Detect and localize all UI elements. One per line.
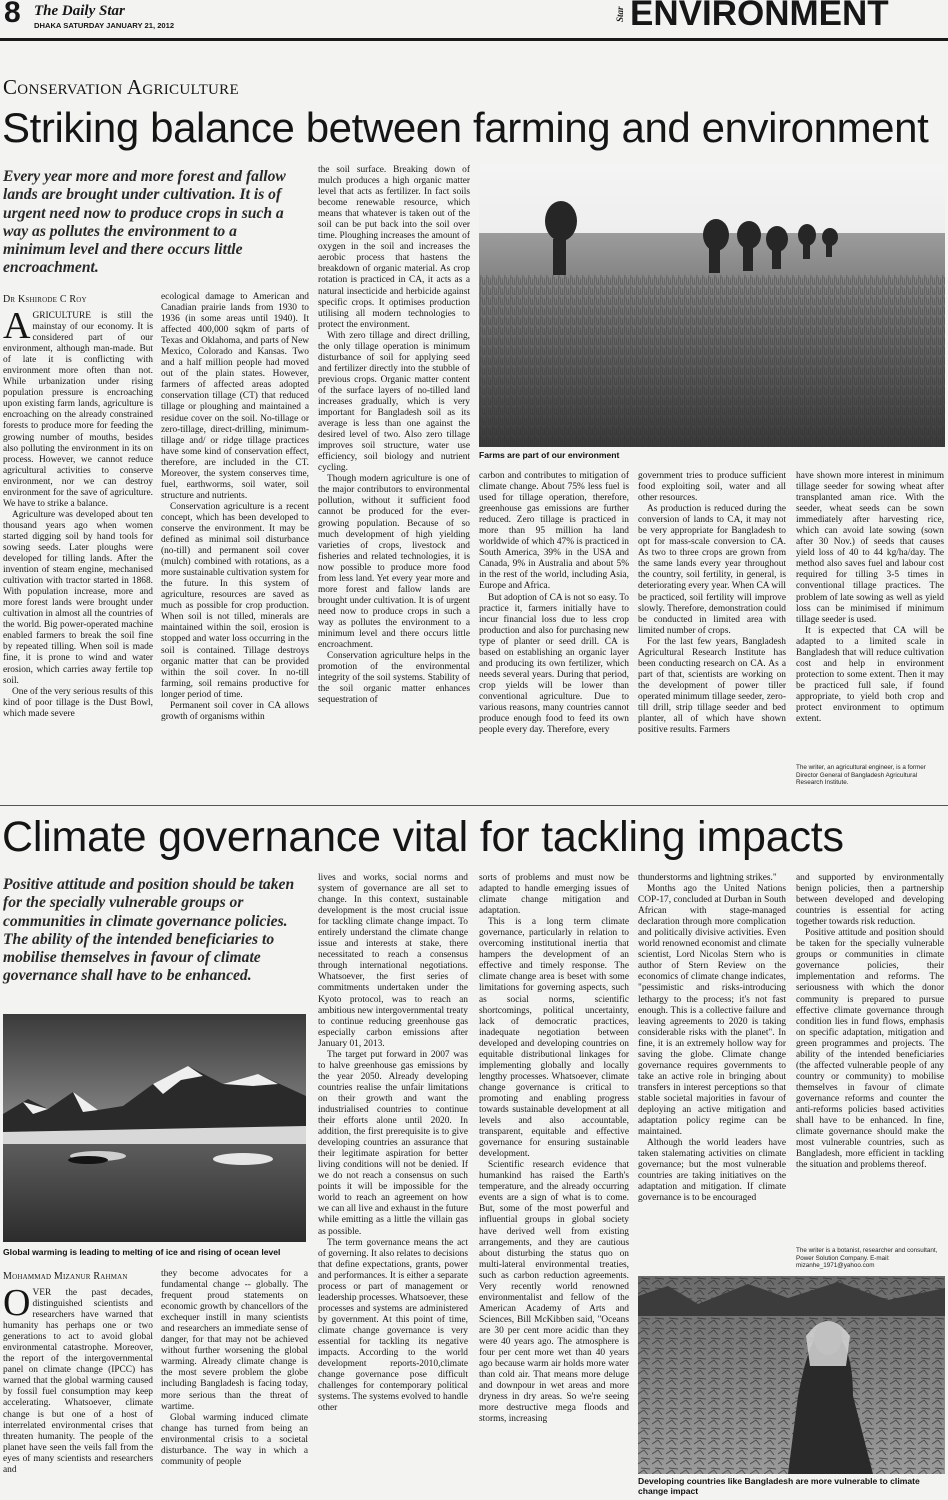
paragraph: Conservation agriculture is a recent concept, which has been developed to conserve the environment. It may be defined as minimal soil disturbance (no-till) and permanent soil cover (mulch) combined with rotations, as a more sustainable cultivation system for the future. In this system of agriculture, resources are saved as much as possible for crop production. When soil is not tilled, minerals are maintained within the soil, erosion is stopped and water loss occurring in the soil is contained. Tillage destroys organic matter that can be provided within the soil cover. In no-till farming, soil remains productive for longer period of time.: [161, 501, 309, 700]
dateline: DHAKA SATURDAY JANUARY 21, 2012: [34, 21, 175, 30]
farm-photo-caption: Farms are part of our environment: [479, 450, 620, 460]
paragraph: For the last few years, Bangladesh Agricultural Research Institute has been conducting research on CA. As a part of that, scientists are working on the development of power tiller operated minimum tillage seeder, zero-till drill, strip tillage seeder and bed planter, all of which have shown positive results. Farmers: [638, 636, 786, 736]
paper-name: The Daily Star: [34, 3, 125, 19]
article2-column-4: [479, 873, 629, 1498]
paragraph: GRICULTURE is still the mainstay of our economy. It is considered part of our environment, although man-made. But of late it is conflicting with environment more often than not. While urbanization under rising population pressure is encroaching upon existing farm lands, agriculture is encroaching on the already constrained forests to produce more for feeding the growing number of mouths, besides also polluting the environment in its on process. However, we cannot reduce agricultural activities to conserve environment, nor we can destroy environment for the save of agriculture. We have to strike a balance.: [3, 311, 153, 509]
article2-column-5: [638, 873, 786, 1273]
article1-author-note: The writer, an agricultural engineer, is a former Director General of Bangladesh Agricultural Research Institute.: [796, 764, 926, 787]
paragraph: It is expected that CA will be adapted to a limited scale in Bangladesh that will reduce cultivation cost and help in environment protection to some extent. Then it may be practiced full sale, if found appropriate, to yield both crop and protect environment to optimum extent.: [796, 625, 944, 725]
article2-column-2: [161, 1269, 308, 1498]
paragraph: But adoption of CA is not so easy. To practice it, farmers initially have to incur financial loss due to less crop production and also for purchasing new type of planter or seed drill. CA is based on establishing an organic layer and producing its own fertilizer, which needs several years. During that period, crop yields will be lower than conventional agriculture. Due to various reasons, many countries cannot produce enough food to feed its own people every day. Therefore, every: [479, 592, 629, 736]
paragraph: they become advocates for a fundamental change -- globally. The frequent proud statements on economic growth by chancellors of the exchequer instill in many scientists and researchers an immediate sense of danger, for that may not be achieved without further worsening the global warming. Already climate change is the most severe problem the globe including Bangladesh is facing today, more serious than the threat of wartime.: [161, 1269, 308, 1412]
paragraph: Scientific research evidence that humankind has raised the Earth's temperature, and the already occurring events are a sign of what is to come. But, some of the most powerful and influential groups in global society have derived well from existing arrangements, and they are cautious about disturbing the status quo on multi-lateral environmental treaties, such as carbon reduction agreements. Very recently world renowned environmentalist and fellow of the American Academy of Arts and Sciences, Bill McKibben said, "Oceans are 30 per cent more acidic than they were 40 years ago. The atmosphere is four per cent more wet than 40 years ago because warm air holds more water than cold air. That means more deluge and downpour in wet areas and more dryness in dry areas. So we're seeing more destructive mega floods and storms, increasing: [479, 1160, 629, 1425]
paragraph: government tries to produce sufficient food exploiting soil, water and all other resources.: [638, 471, 786, 504]
section-title: ENVIRONMENT: [630, 0, 889, 33]
paragraph: Months ago the United Nations COP-17, concluded at Durban in South African with stage-managed declaration through more complication and politically divisive activities. Even world renowned economist and climate scientist, Lord Nicolas Stern who is author of Stern Review on the economics of climate change indicates, "pessimistic and risks-introducing lethargy to the process; it's not fast enough. This is a collective failure and leaving agreements to 2020 is taking considerable risks with the planet". In fine, it is an extremely hollow way for saving the globe. Climate change governance requires governments to take an active role in bringing about transfers in interest perceptions so that stable societal majorities in favour of deploying an active mitigation and adaptation policy regime can be maintained.: [638, 884, 786, 1138]
article1-byline: Dr Kshirode C Roy: [3, 294, 87, 305]
paragraph: The term governance means the act of governing. It also relates to decisions that define expectations, grants, power and performances. It is either a separate process or part of management or leadership processes. Whatsoever, these processes and systems are administered by government. At this point of time, climate change governance is very essential for tackling its negative impacts. According to the world development reports-2010,climate change governance pose difficult challenges for contemporary political systems. The systems evolved to handle other: [318, 1237, 468, 1414]
article2-deck: Positive attitude and position should be taken for the specially vulnerable groups or communities in climate governance policies. The ability of the intended beneficiaries to mobilise themselves in favour of climate governance shall have to be enhanced.: [3, 876, 295, 985]
article2-column-3: [318, 873, 468, 1498]
paragraph: thunderstorms and lightning strikes.": [638, 873, 777, 883]
dropcap: O: [3, 1288, 31, 1324]
paragraph: carbon and contributes to mitigation of climate change. About 75% less fuel is used for tillage operation, therefore, greenhouse gas emissions are further reduced. Zero tillage is practiced in more than 95 million ha land worldwide of which 47% is practiced in South America, 39% in the USA and Canada, 9% in Australia and about 5% in the rest of the world, including Asia, Europe and Africa.: [479, 471, 629, 592]
farm-photo: [479, 165, 945, 447]
paragraph: This is a long term climate governance, particularly in relation to overcoming institutional inertia that hampers the development of an effective and timely response. The climate change area is beset with some limitations for governing aspects, such as social norms, scientific shortcomings, political uncertainty, lack of democratic practices, inadequate negotiation between developed and developing countries on equitable distributional linkages for implementing globally and locally lengthy processes. Whatsoever, climate change governance is critical to promoting and enabling progress towards sustainable development at all levels and also accountable, transparent, equitable and effective governance for ensuring sustainable development.: [479, 917, 629, 1160]
paragraph: Permanent soil cover in CA allows growth of organisms within: [161, 700, 309, 722]
glacier-photo-caption: Global warming is leading to melting of ice and rising of ocean level: [3, 1247, 281, 1257]
article2-author-note: The writer is a botanist, researcher and consultant, Power Solution Company. E-mail: mizanhe_1971@yahoo.com: [796, 1247, 938, 1270]
paragraph: The target put forward in 2007 was to halve greenhouse gas emissions by the year 2050. Already developing countries realise the unfair limitations on their growth and want the industrialised countries to continue their efforts alone until 2020. In addition, the first prerequisite is to give developing countries an assurance that their legitimate aspiration for better living conditions will not be denied. If we do not reach a consensus on such points it will be impossible for the world to reach an agreement on how we can all live and exhaust in the future while emitting as a little the villain gas as possible.: [318, 1049, 468, 1237]
article-divider: [0, 805, 948, 806]
paragraph: and supported by environmentally benign policies, then a partnership between developed and developing countries is essential for acting together towards risk reduction.: [796, 873, 944, 928]
glacier-photo: [3, 1014, 306, 1242]
paragraph: have shown more interest in minimum tillage seeder for sowing wheat after transplanted aman rice. With the seeder, wheat seeds can be sown immediately after harvesting rice, which can avoid late sowing (sown after 30 Nov.) of seeds that causes yield loss of 40 to 44 kg/ha/day. The method also saves fuel and labour cost required for tilling 3-5 times in conventional tillage practices. The problem of late sowing as well as yield loss can be minimised if minimum tillage seeder is used.: [796, 471, 944, 625]
article2-byline: Mohammad Mizanur Rahman: [3, 1271, 128, 1282]
dropcap: A: [3, 311, 31, 347]
paragraph: Agriculture was developed about ten thousand years ago when women started digging soil by hand tools for sowing seeds. Later ploughs were developed for tilling lands. After the invention of steam engine, mechanised cultivation with tractor started in 1868. With population increase, more and more forest lands were brought under cultivation in almost all the countries of the world. Big power-operated machine enabled farmers to break the soil fine by repeated tilling. When soil is made fine, it is prone to wind and water erosion, which carries away fertile top soil.: [3, 509, 153, 686]
article1-column-4: [479, 471, 629, 796]
article2-column-6: [796, 873, 944, 1241]
paragraph: As production is reduced during the conversion of lands to CA, it may not be very appropriate for Bangladesh to opt for mass-scale conversion to CA. As two to three crops are grown from the same lands every year throughout the country, soil fertility, in general, is deteriorating every year. When CA will be practiced, soil fertility will improve slowly. Therefore, demonstration could be conducted in limited area with limited number of crops.: [638, 504, 786, 636]
article1-column-1: [3, 311, 153, 796]
paragraph: lives and works, social norms and system of governance are all set to change. In this context, sustainable development is the most crucial issue for tackling climate change impact. To entirely understand the climate change issue and interests at stake, there necessitated to reach a consensus through international negotiations. Whatsoever, the first series of commitments undertaken under the Kyoto protocol, was to reach an ambitious new intergovernmental treaty to continue reducing greenhouse gas especially carbon emissions after January 01, 2013.: [318, 873, 468, 1049]
paragraph: VER the past decades, distinguished scientists and researchers have warned that humanity has perhaps one or two generations to act to avoid global environmental catastrophe. Moreover, the report of the intergovernmental panel on climate change (IPCC) has warned that the global warming caused by fossil fuel consumption may keep accelerating. Whatsoever, climate change is but one of a host of interrelated environmental crises that threaten humanity. The people of the planet have seen the veils fall from the eyes of many scientists and researchers and: [3, 1288, 153, 1475]
article2-column-1: [3, 1288, 153, 1498]
paragraph: With zero tillage and direct drilling, the only tillage operation is minimum disturbance of soil for applying seed and fertilizer directly into the stubble of previous crops. Organic matter content of the surface layers of no-tilled land increases gradually, which is very important for Bangladesh soil as its average is less than one against the desired level of two. Also zero tillage improves soil structure, water use efficiency, soil biology and nutrient cycling.: [318, 330, 470, 474]
masthead: [0, 0, 948, 36]
flood-photo-caption: Developing countries like Bangladesh are more vulnerable to climate change impact: [638, 1476, 920, 1496]
paragraph: the soil surface. Breaking down of mulch produces a high organic matter level that acts as fertilizer. In fact soils become renewable resource, which means that whatever is taken out of the soil can be put back into the soil over time. Ploughing increases the amount of oxygen in the soil and increases the aerobic process that hastens the breakdown of organic material. As crop rotation is practiced in CA, it acts as a natural insecticide and herbicide against specific crops. It optimises production utilising all modern technologies to protect the environment.: [318, 165, 470, 330]
paragraph: Although the world leaders have taken stalemating activities on climate governance; but the most vulnerable countries are taking initiatives on the adaptation and mitigation. If climate governance is to be encouraged: [638, 1138, 786, 1204]
article1-deck: Every year more and more forest and fallow lands are brought under cultivation. It is of urgent need now to produce crops in such a way as pollutes the environment to a minimum level and there occurs little encroachment.: [3, 168, 286, 277]
paragraph: Positive attitude and position should be taken for the specially vulnerable groups or communities in climate governance policies, their implementation and reforms. The seriousness with which the donor community is prepared to pursue effective climate governance through condition lies in fund flows, emphasis on specific adaptation, mitigation and green programmes and projects. The ability of the intended beneficiaries (the affected vulnerable people of any country or community) to mobilise themselves in favour of climate governance reforms and counter the anti-reforms policies based activities shall have to be enhanced. In fine, climate governance should make the most vulnerable countries, such as Bangladesh, more efficient in tackling the situation and problems thereof.: [796, 928, 944, 1171]
flood-photo: [638, 1276, 945, 1474]
masthead-rule: [0, 38, 948, 41]
paragraph: Conservation agriculture helps in the promotion of the environmental integrity of the soil systems. Stability of the soil organic matter enhances sequestration of: [318, 651, 470, 706]
article1-kicker: Conservation Agriculture: [3, 75, 239, 99]
article2-headline: Climate governance vital for tackling impacts: [2, 813, 844, 861]
paragraph: sorts of problems and must now be adapted to handle emerging issues of climate change mitigation and adaptation.: [479, 873, 629, 917]
paragraph: Though modern agriculture is one of the major contributors to environmental pollution, without it sufficient food cannot be produced for the ever-growing population. Because of so much development of high yielding varieties of crops, livestock and fisheries and related technologies, it is now possible to produce more food from less land. Yet every year more and more forest and fallow lands are brought under cultivation. It is of urgent need now to produce crops in such a way as pollutes the environment to a minimum level and there occurs little encroachment.: [318, 474, 470, 651]
paragraph: Global warming induced climate change has turned from being an environmental crisis to a societal disturbance. The way in which a community of people: [161, 1412, 308, 1467]
paragraph: ecological damage to American and Canadian prairie lands from 1930 to 1936 (in some areas until 1940). It affected 400,000 sqkm of parts of Texas and Oklahoma, and parts of New Mexico, Colorado and Kansas. Two and a half million people had moved out of the plain states. However, farmers of affected areas adopted conservation tillage (CT) that reduced tillage or ploughing and maintained a residue cover on the soil. No-tillage or zero-tillage, direct-drilling, minimum-tillage and/ or ridge tillage practices have some kind of conservation effect, therefore, are included in the CT. Moreover, the system conserves time, fuel, earthworms, soil water, soil structure and nutrients.: [161, 292, 309, 501]
article1-column-5: [638, 471, 786, 796]
page-number: 8: [4, 0, 21, 29]
paragraph: One of the very serious results of this kind of poor tillage is the Dust Bowl, which made severe: [3, 686, 153, 719]
article1-column-3: [318, 165, 470, 796]
article1-headline: Striking balance between farming and environment: [2, 104, 929, 151]
section-logo: Star: [615, 6, 625, 22]
article1-column-2: [161, 292, 309, 796]
article1-column-6: [796, 471, 944, 757]
